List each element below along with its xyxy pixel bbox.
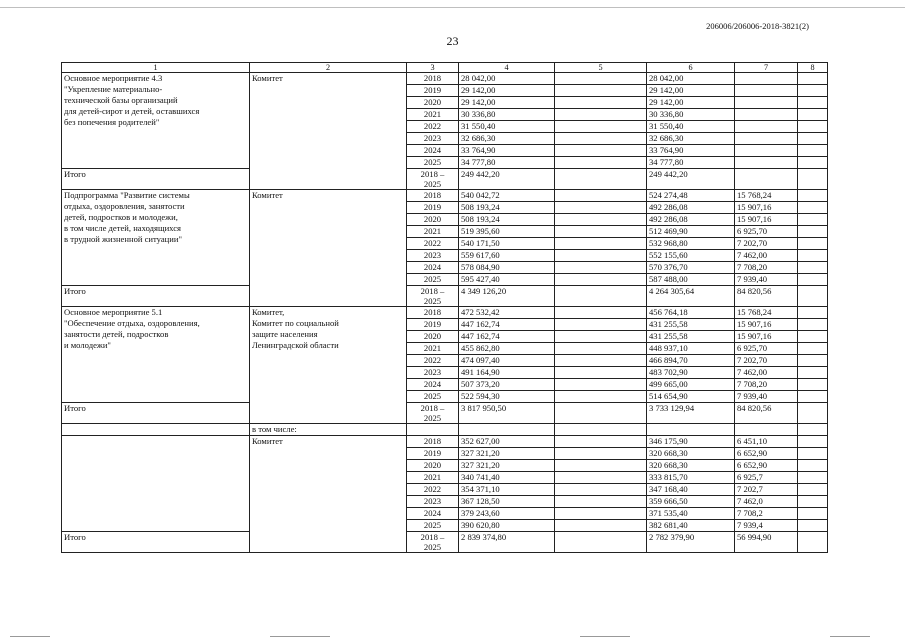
col5-cell [555, 133, 647, 145]
total-amount-cell: 249 442,20 [459, 169, 555, 190]
col5-cell [555, 73, 647, 85]
col8-cell [798, 472, 828, 484]
col7-cell: 7 708,20 [735, 379, 798, 391]
including-row [62, 424, 828, 436]
col8-cell [798, 226, 828, 238]
program-name-cell [62, 436, 250, 532]
col6-cell: 483 702,90 [647, 367, 735, 379]
col5-cell [555, 238, 647, 250]
year-cell: 2020 [407, 214, 459, 226]
table-row [62, 73, 828, 85]
col7-cell: 7 462,0 [735, 496, 798, 508]
col8-cell [798, 190, 828, 202]
year-cell: 2018 [407, 307, 459, 319]
total-amount-cell: 379 243,60 [459, 508, 555, 520]
col5-cell [555, 460, 647, 472]
total-amount-cell: 340 741,40 [459, 472, 555, 484]
col6-cell: 466 894,70 [647, 355, 735, 367]
col7-cell: 15 907,16 [735, 214, 798, 226]
empty-cell [735, 424, 798, 436]
col6-cell: 524 274,48 [647, 190, 735, 202]
budget-table [61, 62, 828, 553]
col8-cell [798, 97, 828, 109]
year-cell: 2022 [407, 355, 459, 367]
col8-cell [798, 157, 828, 169]
year-cell: 2021 [407, 226, 459, 238]
year-cell: 2018 – 2025 [407, 403, 459, 424]
col7-cell [735, 157, 798, 169]
total-amount-cell: 508 193,24 [459, 214, 555, 226]
year-cell: 2020 [407, 460, 459, 472]
col7-cell: 7 708,2 [735, 508, 798, 520]
col6-cell: 4 264 305,64 [647, 286, 735, 307]
col5-cell [555, 367, 647, 379]
total-amount-cell: 455 862,80 [459, 343, 555, 355]
col6-cell: 492 286,08 [647, 202, 735, 214]
col5-cell [555, 262, 647, 274]
year-cell: 2025 [407, 157, 459, 169]
year-cell: 2023 [407, 250, 459, 262]
col5-cell [555, 331, 647, 343]
col8-cell [798, 145, 828, 157]
col8-cell [798, 274, 828, 286]
year-cell: 2024 [407, 145, 459, 157]
total-amount-cell: 29 142,00 [459, 85, 555, 97]
year-cell: 2025 [407, 274, 459, 286]
column-header-row [62, 63, 828, 73]
including-label-cell: в том числе: [250, 424, 407, 436]
col8-cell [798, 508, 828, 520]
program-name-cell: Основное мероприятие 4.3 "Укрепление материально- технической базы организаций для детей-сирот и детей, оставшихся без попечения родителей" [62, 73, 250, 169]
total-row [62, 286, 828, 307]
col8-cell [798, 169, 828, 190]
year-cell: 2019 [407, 85, 459, 97]
year-cell: 2023 [407, 496, 459, 508]
col7-cell: 6 652,90 [735, 448, 798, 460]
total-amount-cell: 28 042,00 [459, 73, 555, 85]
table-row [62, 436, 828, 448]
col6-cell: 514 654,90 [647, 391, 735, 403]
col5-cell [555, 250, 647, 262]
col8-cell [798, 286, 828, 307]
col-header: 5 [555, 63, 647, 73]
col8-cell [798, 214, 828, 226]
total-amount-cell: 390 620,80 [459, 520, 555, 532]
year-cell: 2018 – 2025 [407, 286, 459, 307]
col6-cell: 333 815,70 [647, 472, 735, 484]
total-amount-cell: 447 162,74 [459, 319, 555, 331]
col8-cell [798, 379, 828, 391]
document-number: 206006/206006-2018-3821(2) [706, 21, 809, 31]
total-amount-cell: 327 321,20 [459, 460, 555, 472]
total-amount-cell: 32 686,30 [459, 133, 555, 145]
col8-cell [798, 121, 828, 133]
col8-cell [798, 448, 828, 460]
col-header: 2 [250, 63, 407, 73]
col7-cell: 7 462,00 [735, 367, 798, 379]
col8-cell [798, 460, 828, 472]
total-amount-cell: 508 193,24 [459, 202, 555, 214]
year-cell: 2019 [407, 448, 459, 460]
total-amount-cell: 31 550,40 [459, 121, 555, 133]
col5-cell [555, 226, 647, 238]
col7-cell: 6 925,7 [735, 472, 798, 484]
col6-cell: 587 488,00 [647, 274, 735, 286]
col7-cell [735, 97, 798, 109]
col6-cell: 30 336,80 [647, 109, 735, 121]
col6-cell: 249 442,20 [647, 169, 735, 190]
year-cell: 2018 – 2025 [407, 169, 459, 190]
col5-cell [555, 202, 647, 214]
col6-cell: 28 042,00 [647, 73, 735, 85]
col6-cell: 552 155,60 [647, 250, 735, 262]
col7-cell [735, 145, 798, 157]
total-amount-cell: 507 373,20 [459, 379, 555, 391]
table-row [62, 190, 828, 202]
col7-cell [735, 85, 798, 97]
col5-cell [555, 307, 647, 319]
year-cell: 2024 [407, 508, 459, 520]
col8-cell [798, 343, 828, 355]
executor-cell: Комитет [250, 73, 407, 190]
total-amount-cell: 474 097,40 [459, 355, 555, 367]
col7-cell: 7 939,4 [735, 520, 798, 532]
col6-cell: 33 764,90 [647, 145, 735, 157]
col5-cell [555, 169, 647, 190]
col-header: 1 [62, 63, 250, 73]
col7-cell: 6 925,70 [735, 226, 798, 238]
col6-cell: 456 764,18 [647, 307, 735, 319]
year-cell: 2023 [407, 133, 459, 145]
year-cell: 2020 [407, 97, 459, 109]
col5-cell [555, 448, 647, 460]
col5-cell [555, 121, 647, 133]
empty-cell [798, 424, 828, 436]
total-amount-cell: 540 171,50 [459, 238, 555, 250]
total-amount-cell: 447 162,74 [459, 331, 555, 343]
col7-cell: 7 202,70 [735, 238, 798, 250]
col7-cell [735, 133, 798, 145]
year-cell: 2022 [407, 238, 459, 250]
total-amount-cell: 327 321,20 [459, 448, 555, 460]
col7-cell [735, 109, 798, 121]
col5-cell [555, 97, 647, 109]
col5-cell [555, 472, 647, 484]
col6-cell: 431 255,58 [647, 331, 735, 343]
col6-cell: 347 168,40 [647, 484, 735, 496]
col5-cell [555, 508, 647, 520]
total-label-cell: Итого [62, 286, 250, 307]
col5-cell [555, 532, 647, 553]
col5-cell [555, 520, 647, 532]
col5-cell [555, 109, 647, 121]
col6-cell: 359 666,50 [647, 496, 735, 508]
col7-cell [735, 73, 798, 85]
year-cell: 2024 [407, 262, 459, 274]
total-row [62, 169, 828, 190]
total-amount-cell: 33 764,90 [459, 145, 555, 157]
year-cell: 2018 [407, 190, 459, 202]
col5-cell [555, 391, 647, 403]
col6-cell: 31 550,40 [647, 121, 735, 133]
col7-cell: 6 451,10 [735, 436, 798, 448]
col5-cell [555, 319, 647, 331]
col5-cell [555, 496, 647, 508]
col7-cell: 84 820,56 [735, 286, 798, 307]
total-amount-cell: 29 142,00 [459, 97, 555, 109]
col7-cell: 56 994,90 [735, 532, 798, 553]
col7-cell: 7 202,70 [735, 355, 798, 367]
col6-cell: 448 937,10 [647, 343, 735, 355]
year-cell: 2025 [407, 391, 459, 403]
executor-cell: Комитет [250, 190, 407, 307]
total-amount-cell: 519 395,60 [459, 226, 555, 238]
col6-cell: 3 733 129,94 [647, 403, 735, 424]
col8-cell [798, 331, 828, 343]
col6-cell: 371 535,40 [647, 508, 735, 520]
empty-cell [62, 424, 250, 436]
total-row [62, 403, 828, 424]
col7-cell: 15 907,16 [735, 319, 798, 331]
total-amount-cell: 491 164,90 [459, 367, 555, 379]
top-rule [0, 7, 905, 8]
col7-cell: 15 768,24 [735, 190, 798, 202]
col8-cell [798, 532, 828, 553]
total-amount-cell: 2 839 374,80 [459, 532, 555, 553]
col-header: 8 [798, 63, 828, 73]
col6-cell: 532 968,80 [647, 238, 735, 250]
table-row [62, 307, 828, 319]
col6-cell: 382 681,40 [647, 520, 735, 532]
year-cell: 2020 [407, 331, 459, 343]
year-cell: 2022 [407, 484, 459, 496]
total-amount-cell: 354 371,10 [459, 484, 555, 496]
year-cell: 2021 [407, 472, 459, 484]
col8-cell [798, 109, 828, 121]
year-cell: 2023 [407, 367, 459, 379]
total-amount-cell: 34 777,80 [459, 157, 555, 169]
col7-cell: 6 925,70 [735, 343, 798, 355]
col7-cell: 6 652,90 [735, 460, 798, 472]
total-label-cell: Итого [62, 532, 250, 553]
col5-cell [555, 274, 647, 286]
col5-cell [555, 484, 647, 496]
program-name-cell: Основное мероприятие 5.1 "Обеспечение отдыха, оздоровления, занятости детей, подростков и молодежи" [62, 307, 250, 403]
col8-cell [798, 73, 828, 85]
col7-cell: 7 708,20 [735, 262, 798, 274]
year-cell: 2025 [407, 520, 459, 532]
col6-cell: 2 782 379,90 [647, 532, 735, 553]
table-body [62, 63, 828, 553]
col8-cell [798, 391, 828, 403]
col5-cell [555, 379, 647, 391]
col6-cell: 431 255,58 [647, 319, 735, 331]
empty-cell [459, 424, 555, 436]
col7-cell [735, 169, 798, 190]
col8-cell [798, 238, 828, 250]
col8-cell [798, 250, 828, 262]
col5-cell [555, 190, 647, 202]
col-header: 4 [459, 63, 555, 73]
col7-cell: 15 768,24 [735, 307, 798, 319]
year-cell: 2021 [407, 343, 459, 355]
executor-cell: Комитет, Комитет по социальной защите населения Ленинградской области [250, 307, 407, 424]
col8-cell [798, 436, 828, 448]
col-header: 7 [735, 63, 798, 73]
col7-cell: 7 202,7 [735, 484, 798, 496]
col6-cell: 29 142,00 [647, 97, 735, 109]
col6-cell: 32 686,30 [647, 133, 735, 145]
year-cell: 2022 [407, 121, 459, 133]
col-header: 3 [407, 63, 459, 73]
col8-cell [798, 367, 828, 379]
col6-cell: 492 286,08 [647, 214, 735, 226]
col8-cell [798, 202, 828, 214]
total-amount-cell: 4 349 126,20 [459, 286, 555, 307]
col7-cell: 15 907,16 [735, 202, 798, 214]
total-amount-cell: 522 594,30 [459, 391, 555, 403]
year-cell: 2018 [407, 73, 459, 85]
total-label-cell: Итого [62, 403, 250, 424]
program-name-cell: Подпрограмма "Развитие системы отдыха, оздоровления, занятости детей, подростков и молодежи, в том числе детей, находящихся в трудной жизненной ситуации" [62, 190, 250, 286]
col6-cell: 570 376,70 [647, 262, 735, 274]
col5-cell [555, 157, 647, 169]
year-cell: 2018 – 2025 [407, 532, 459, 553]
col5-cell [555, 436, 647, 448]
col8-cell [798, 319, 828, 331]
col5-cell [555, 343, 647, 355]
total-amount-cell: 472 532,42 [459, 307, 555, 319]
total-amount-cell: 352 627,00 [459, 436, 555, 448]
total-amount-cell: 578 084,90 [459, 262, 555, 274]
year-cell: 2021 [407, 109, 459, 121]
executor-cell: Комитет [250, 436, 407, 553]
scan-marks [0, 632, 905, 640]
col8-cell [798, 133, 828, 145]
total-row [62, 532, 828, 553]
col5-cell [555, 85, 647, 97]
col8-cell [798, 307, 828, 319]
total-amount-cell: 559 617,60 [459, 250, 555, 262]
empty-cell [407, 424, 459, 436]
col6-cell: 499 665,00 [647, 379, 735, 391]
year-cell: 2018 [407, 436, 459, 448]
col6-cell: 512 469,90 [647, 226, 735, 238]
col5-cell [555, 214, 647, 226]
col6-cell: 34 777,80 [647, 157, 735, 169]
col8-cell [798, 262, 828, 274]
col6-cell: 29 142,00 [647, 85, 735, 97]
col5-cell [555, 286, 647, 307]
year-cell: 2024 [407, 379, 459, 391]
total-amount-cell: 595 427,40 [459, 274, 555, 286]
col8-cell [798, 403, 828, 424]
page-number: 23 [446, 34, 459, 48]
col8-cell [798, 85, 828, 97]
col8-cell [798, 484, 828, 496]
total-amount-cell: 367 128,50 [459, 496, 555, 508]
year-cell: 2019 [407, 319, 459, 331]
col6-cell: 320 668,30 [647, 460, 735, 472]
empty-cell [555, 424, 647, 436]
total-amount-cell: 3 817 950,50 [459, 403, 555, 424]
year-cell: 2019 [407, 202, 459, 214]
col7-cell: 7 939,40 [735, 391, 798, 403]
total-label-cell: Итого [62, 169, 250, 190]
col5-cell [555, 145, 647, 157]
empty-cell [647, 424, 735, 436]
col-header: 6 [647, 63, 735, 73]
col7-cell [735, 121, 798, 133]
col5-cell [555, 355, 647, 367]
col5-cell [555, 403, 647, 424]
col8-cell [798, 496, 828, 508]
col7-cell: 7 462,00 [735, 250, 798, 262]
col7-cell: 7 939,40 [735, 274, 798, 286]
col7-cell: 84 820,56 [735, 403, 798, 424]
total-amount-cell: 540 042,72 [459, 190, 555, 202]
col8-cell [798, 520, 828, 532]
col8-cell [798, 355, 828, 367]
col6-cell: 346 175,90 [647, 436, 735, 448]
col7-cell: 15 907,16 [735, 331, 798, 343]
col6-cell: 320 668,30 [647, 448, 735, 460]
total-amount-cell: 30 336,80 [459, 109, 555, 121]
